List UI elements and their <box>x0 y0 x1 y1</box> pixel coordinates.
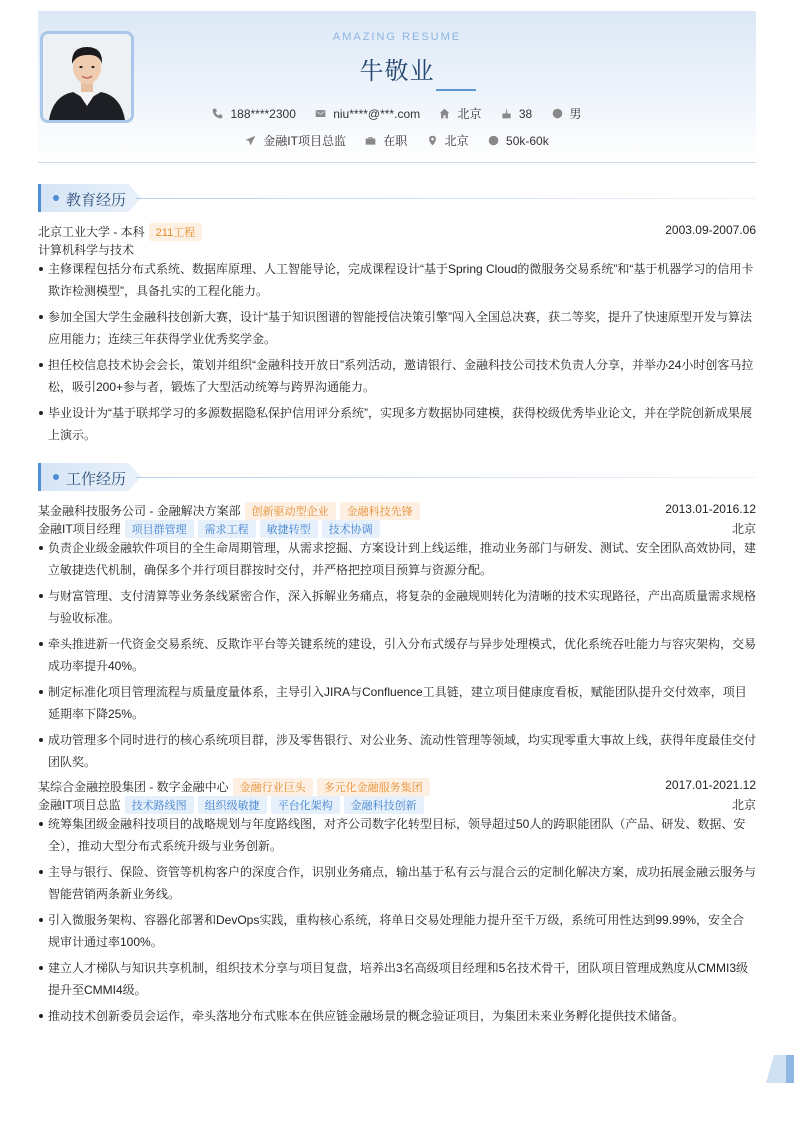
phone-item <box>212 107 295 121</box>
list-item: 成功管理多个同时进行的核心系统项目群，涉及零售银行、对公业务、流动性管理等领域，均实现零重大事故上线，获得年度最佳交付团队奖。 <box>38 729 756 773</box>
job-period: 2013.01-2016.12 <box>665 502 756 516</box>
skill-tag: 项目群管理 <box>125 520 194 538</box>
section-divider <box>136 477 756 478</box>
money-icon <box>488 135 499 146</box>
corner-decoration <box>766 1055 794 1083</box>
person-name: 牛敬业 <box>359 58 435 85</box>
section-title-education: 教育经历 <box>66 192 127 209</box>
gender-icon <box>552 108 563 119</box>
section-dot <box>53 195 59 201</box>
education-bullets <box>38 258 756 450</box>
skill-tag: 组织级敏捷 <box>198 796 267 814</box>
job-2-head <box>38 778 756 796</box>
resume-header <box>38 11 756 163</box>
hometown-text: 北京 <box>457 107 482 121</box>
company-tag: 多元化金融服务集团 <box>317 778 430 796</box>
job-1-head <box>38 502 756 520</box>
skill-tag: 金融科技创新 <box>344 796 424 814</box>
list-item: 负责企业级金融软件项目的全生命周期管理，从需求挖掘、方案设计到上线运维，推动业务部门与研发、测试、安全团队高效协同，建立敏捷迭代机制，确保多个并行项目群按时交付，并严格把控项目预算与资源分配。 <box>38 537 756 581</box>
mail-icon <box>315 108 326 119</box>
phone-text: 188****2300 <box>230 106 296 121</box>
skill-tag: 敏捷转型 <box>260 520 318 538</box>
job-1-role-row <box>38 520 756 538</box>
brand-text: AMAZING RESUME <box>332 31 462 43</box>
school-tag: 211工程 <box>149 223 203 241</box>
city-item <box>427 132 469 149</box>
section-title-work: 工作经历 <box>66 471 127 488</box>
job-role: 金融IT项目总监 <box>38 798 121 812</box>
job-period: 2017.01-2021.12 <box>665 778 756 792</box>
email-item <box>315 107 420 121</box>
job-role: 金融IT项目经理 <box>38 522 121 536</box>
age-item <box>501 107 532 121</box>
list-item: 统筹集团级金融科技项目的战略规划与年度路线图，对齐公司数字化转型目标，领导超过50人的跨职能团队（产品、研发、数据、安全），推动大型分布式系统升级与业务创新。 <box>38 813 756 857</box>
company-tag: 金融科技先锋 <box>340 502 420 520</box>
company-tag: 金融行业巨头 <box>233 778 313 796</box>
phone-icon <box>212 108 223 119</box>
age-text: 38 <box>518 106 533 121</box>
education-period: 2003.09-2007.06 <box>665 223 756 237</box>
pin-icon <box>427 135 438 146</box>
city-text: 北京 <box>444 134 469 148</box>
job-2-bullets <box>38 813 756 1031</box>
briefcase-icon <box>365 135 376 146</box>
job-1-bullets <box>38 537 756 777</box>
list-item: 推动技术创新委员会运作，牵头落地分布式账本在供应链金融场景的概念验证项目，为集团未来业务孵化提供技术储备。 <box>38 1005 756 1027</box>
job-2-role-row <box>38 796 756 814</box>
skill-tag: 技术路线图 <box>125 796 194 814</box>
list-item: 参加全国大学生金融科技创新大赛，设计“基于知识图谱的智能授信决策引擎”闯入全国总决赛，获二等奖，提升了快速原型开发与算法应用能力；连续三年获得学业优秀奖学金。 <box>38 306 756 350</box>
skill-tag: 平台化架构 <box>271 796 340 814</box>
target-position-item <box>245 132 346 149</box>
skill-tag: 技术协调 <box>322 520 380 538</box>
major: 计算机科学与技术 <box>38 243 135 257</box>
target-position-text: 金融IT项目总监 <box>263 134 346 148</box>
school-name: 北京工业大学 - 本科 <box>38 225 145 239</box>
job-location: 北京 <box>731 798 756 812</box>
list-item: 主修课程包括分布式系统、数据库原理、人工智能导论，完成课程设计“基于Spring Cloud的微服务交易系统”和“基于机器学习的信用卡欺诈检测模型”，具备扎实的工程化能力。 <box>38 258 756 302</box>
gender-text: 男 <box>569 107 582 121</box>
list-item: 建立人才梯队与知识共享机制，组织技术分享与项目复盘，培养出3名高级项目经理和5名技术骨干，团队项目管理成熟度从CMMI3级提升至CMMI4级。 <box>38 957 756 1001</box>
education-entry-head <box>38 223 756 241</box>
intent-row <box>38 132 756 149</box>
list-item: 毕业设计为“基于联邦学习的多源数据隐私保护信用评分系统”，实现多方数据协同建模，获得校级优秀毕业论文，并在学院创新成果展上演示。 <box>38 402 756 446</box>
contact-row <box>38 105 756 122</box>
name-underline <box>436 89 476 91</box>
list-item: 牵头推进新一代资金交易系统、反欺诈平台等关键系统的建设，引入分布式缓存与异步处理模式，优化系统吞吐能力与容灾架构，交易成功率提升40%。 <box>38 633 756 677</box>
section-dot <box>53 474 59 480</box>
list-item: 担任校信息技术协会会长，策划并组织“金融科技开放日”系列活动，邀请银行、金融科技公司技术负责人分享，并举办24小时创客马拉松，吸引200+参与者，锻炼了大型活动统筹与跨界沟通能力。 <box>38 354 756 398</box>
list-item: 引入微服务架构、容器化部署和DevOps实践，重构核心系统，将单日交易处理能力提升至千万级，系统可用性达到99.99%，安全合规审计通过率100%。 <box>38 909 756 953</box>
skill-tag: 需求工程 <box>198 520 256 538</box>
education-major-row <box>38 241 756 259</box>
status-text: 在职 <box>383 134 408 148</box>
home-icon <box>439 108 450 119</box>
gender-item <box>552 105 582 122</box>
cake-icon <box>501 108 512 119</box>
list-item: 制定标准化项目管理流程与质量度量体系，主导引入JIRA与Confluence工具链，建立项目健康度看板，赋能团队提升交付效率，项目延期率下降25%。 <box>38 681 756 725</box>
company-tag: 创新驱动型企业 <box>245 502 336 520</box>
section-work <box>38 463 756 493</box>
company-name: 某金融科技服务公司 - 金融解决方案部 <box>38 504 241 518</box>
job-location: 北京 <box>731 522 756 536</box>
hometown-item <box>439 105 481 122</box>
status-item <box>365 132 407 149</box>
section-divider <box>136 198 756 199</box>
list-item: 主导与银行、保险、资管等机构客户的深度合作，识别业务痛点，输出基于私有云与混合云的定制化解决方案，成功拓展金融云服务与智能营销两条新业务线。 <box>38 861 756 905</box>
email-text: niu****@***.com <box>333 106 421 121</box>
list-item: 与财富管理、支付清算等业务条线紧密合作，深入拆解业务痛点，将复杂的金融规则转化为清晰的技术实现路径，产出高质量需求规格与验收标准。 <box>38 585 756 629</box>
salary-item <box>488 134 549 148</box>
section-education <box>38 184 756 214</box>
send-icon <box>245 135 256 146</box>
salary-text: 50k-60k <box>506 133 549 148</box>
company-name: 某综合金融控股集团 - 数字金融中心 <box>38 780 229 794</box>
